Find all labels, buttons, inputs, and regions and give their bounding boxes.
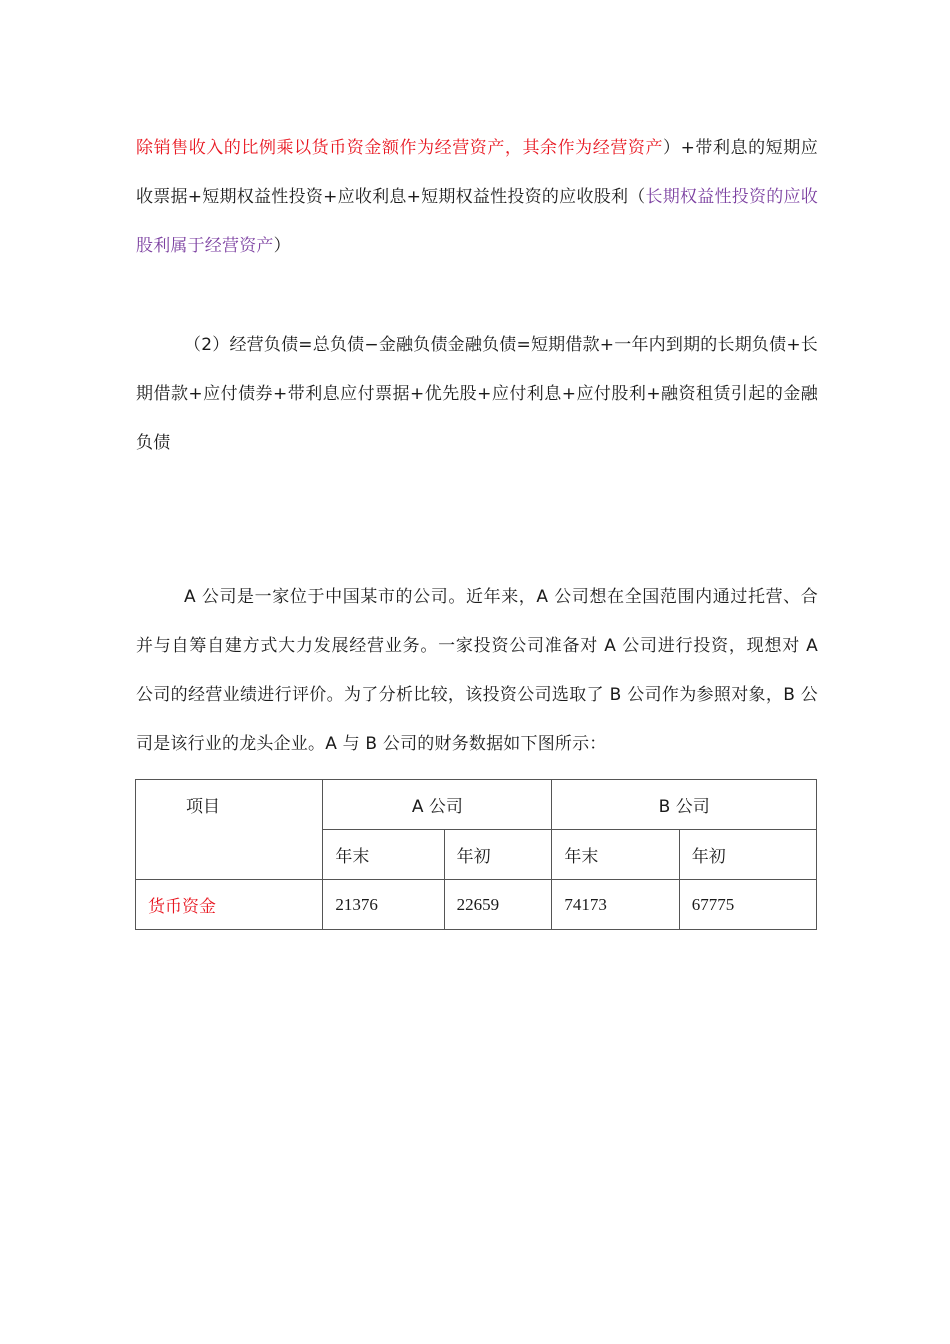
highlight-purple-text: 长期权益性投资的应收股利属于经营资产 — [136, 187, 819, 256]
highlight-red-text: 除销售收入的比例乘以货币资金额作为经营资产，其余作为经营资产 — [136, 138, 664, 158]
closing-paren: ） — [273, 236, 291, 256]
financial-data-table — [135, 779, 817, 930]
header-company-b: B 公司 — [552, 780, 817, 830]
row-label-cash: 货币资金 — [136, 880, 323, 930]
table-row — [136, 880, 817, 930]
header-a-year-begin: 年初 — [444, 830, 552, 880]
header-company-a: A 公司 — [323, 780, 552, 830]
table-header-row — [136, 780, 817, 830]
cell-b-year-begin: 67775 — [679, 880, 816, 930]
header-a-year-end: 年末 — [323, 830, 444, 880]
header-b-year-begin: 年初 — [679, 830, 816, 880]
plain-text: ）+带利息的短期应收票据+短期权益性投资+应收利息+短期权益性投资的应收股利（ — [136, 138, 818, 207]
cell-a-year-end: 21376 — [323, 880, 444, 930]
paragraph-operating-assets — [136, 124, 818, 271]
cell-a-year-begin: 22659 — [444, 880, 552, 930]
paragraph-case-description: A 公司是一家位于中国某市的公司。近年来，A 公司想在全国范围内通过托营、合并与自筹自建方式大力发展经营业务。一家投资公司准备对 A 公司进行投资，现想对 A 公司的经营业绩进行评价。为了分析比较，该投资公司选取了 B 公司作为参照对象，B 公司是该行业的龙头企业。A 与 B 公司的财务数据如下图所示： — [136, 587, 818, 754]
header-b-year-end: 年末 — [552, 830, 679, 880]
paragraph-operating-liabilities: （2）经营负债=总负债−金融负债金融负债=短期借款+一年内到期的长期负债+长期借款+应付债券+带利息应付票据+优先股+应付利息+应付股利+融资租赁引起的金融负债 — [136, 335, 818, 453]
header-item: 项目 — [136, 780, 323, 880]
cell-b-year-end: 74173 — [552, 880, 679, 930]
